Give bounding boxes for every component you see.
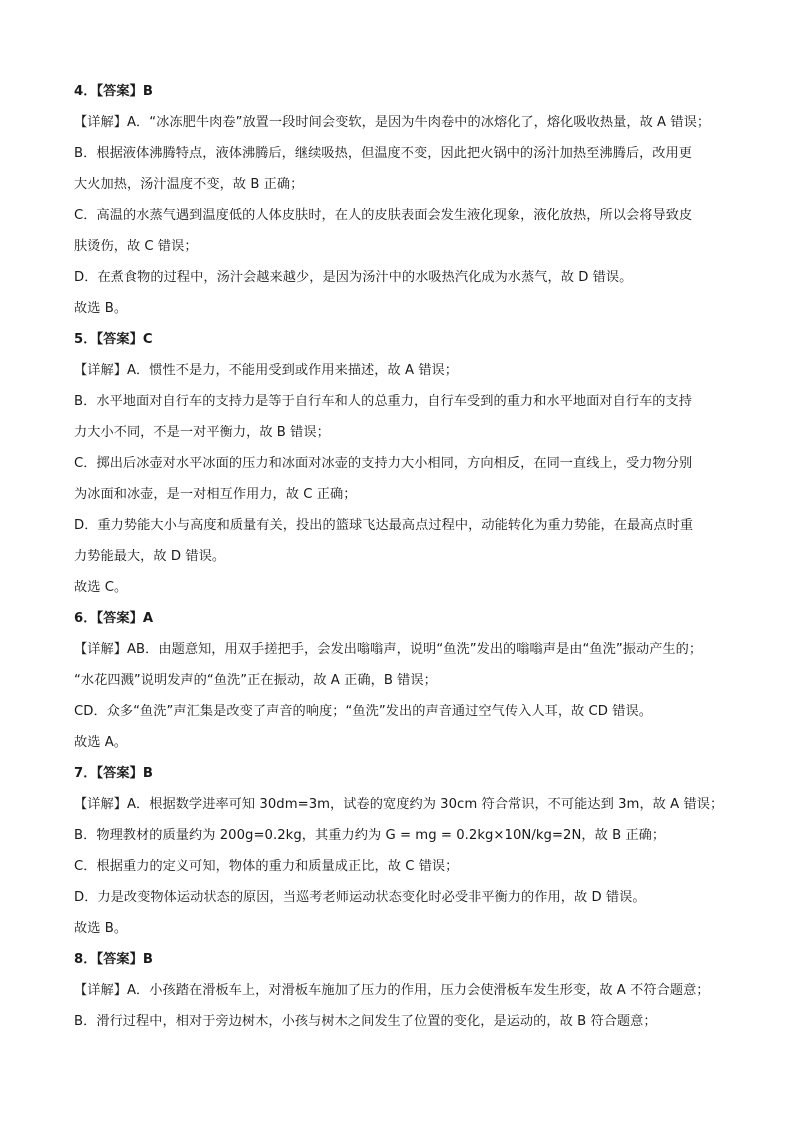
answer-5-choice: 故选 C。 <box>74 580 128 595</box>
answer-6-heading: 6．【答案】A <box>74 611 154 626</box>
answer-7-detail-a: 【详解】A．根据数学进率可知 30dm=3m，试卷的宽度约为 30cm 符合常识，不可能达到 3m，故 A 错误； <box>74 797 724 812</box>
answer-6-choice: 故选 A。 <box>74 735 128 750</box>
answer-4-detail-c-cont: 肤烫伤，故 C 错误； <box>74 239 198 254</box>
answer-5-detail-b-cont: 力大小不同，不是一对平衡力，故 B 错误； <box>74 425 330 440</box>
answer-6-detail-ab: 【详解】AB．由题意知，用双手搓把手，会发出嗡嗡声，说明“鱼洗”发出的嗡嗡声是由“鱼洗”振动产生的； <box>74 642 703 657</box>
answer-4-detail-c: C．高温的水蒸气遇到温度低的人体皮肤时，在人的皮肤表面会发生液化现象，液化放热，所以会将导致皮 <box>74 208 693 223</box>
answer-7-choice: 故选 B。 <box>74 921 128 936</box>
answer-5-detail-c: C．掷出后冰壶对水平冰面的压力和冰面对冰壶的支持力大小相同，方向相反，在同一直线上，受力物分别 <box>74 456 693 471</box>
answer-5-detail-b: B．水平地面对自行车的支持力是等于自行车和人的总重力，自行车受到的重力和水平地面对自行车的支持 <box>74 394 693 409</box>
answer-4-detail-d: D．在煮食物的过程中，汤汁会越来越少，是因为汤汁中的水吸热汽化成为水蒸气，故 D 错误。 <box>74 270 633 285</box>
answer-8-heading: 8．【答案】B <box>74 952 153 967</box>
answer-7-detail-c: C．根据重力的定义可知，物体的重力和质量成正比，故 C 错误； <box>74 859 459 874</box>
answer-7-heading: 7．【答案】B <box>74 766 153 781</box>
answer-6-detail-ab-cont: “水花四溅”说明发声的“鱼洗”正在振动，故 A 正确，B 错误； <box>74 673 437 688</box>
answer-4-detail-a: 【详解】A．“冰冻肥牛肉卷”放置一段时间会变软，是因为牛肉卷中的冰熔化了，熔化吸收热量，故 A 错误； <box>74 115 711 130</box>
answer-5-detail-d: D．重力势能大小与高度和质量有关，投出的篮球飞达最高点过程中，动能转化为重力势能，在最高点时重 <box>74 518 694 533</box>
answer-6-detail-cd: CD．众多“鱼洗”声汇集是改变了声音的响度；“鱼洗”发出的声音通过空气传入人耳，故 CD 错误。 <box>74 704 652 719</box>
answer-5-detail-a: 【详解】A．惯性不是力，不能用受到或作用来描述，故 A 错误； <box>74 363 459 378</box>
answer-8-detail-a: 【详解】A．小孩踏在滑板车上，对滑板车施加了压力的作用，压力会使滑板车发生形变，故 A 不符合题意； <box>74 983 710 998</box>
answer-7-detail-b: B．物理教材的质量约为 200g=0.2kg，其重力约为 G = mg = 0.2kg×10N/kg=2N，故 B 正确； <box>74 828 666 843</box>
answer-5-detail-c-cont: 为冰面和冰壶，是一对相互作用力，故 C 正确； <box>74 487 357 502</box>
answer-4-detail-b-cont: 大火加热，汤汁温度不变，故 B 正确； <box>74 177 304 192</box>
answer-8-detail-b: B．滑行过程中，相对于旁边树木，小孩与树木之间发生了位置的变化，是运动的，故 B 符合题意； <box>74 1014 657 1029</box>
answer-5-heading: 5．【答案】C <box>74 332 153 347</box>
answer-4-choice: 故选 B。 <box>74 301 128 316</box>
answer-5-detail-d-cont: 力势能最大，故 D 错误。 <box>74 549 226 564</box>
answer-4-heading: 4．【答案】B <box>74 84 153 99</box>
answer-4-detail-b: B．根据液体沸腾特点，液体沸腾后，继续吸热，但温度不变，因此把火锅中的汤汁加热至沸腾后，改用更 <box>74 146 693 161</box>
answer-7-detail-d: D．力是改变物体运动状态的原因，当巡考老师运动状态变化时必受非平衡力的作用，故 D 错误。 <box>74 890 646 905</box>
